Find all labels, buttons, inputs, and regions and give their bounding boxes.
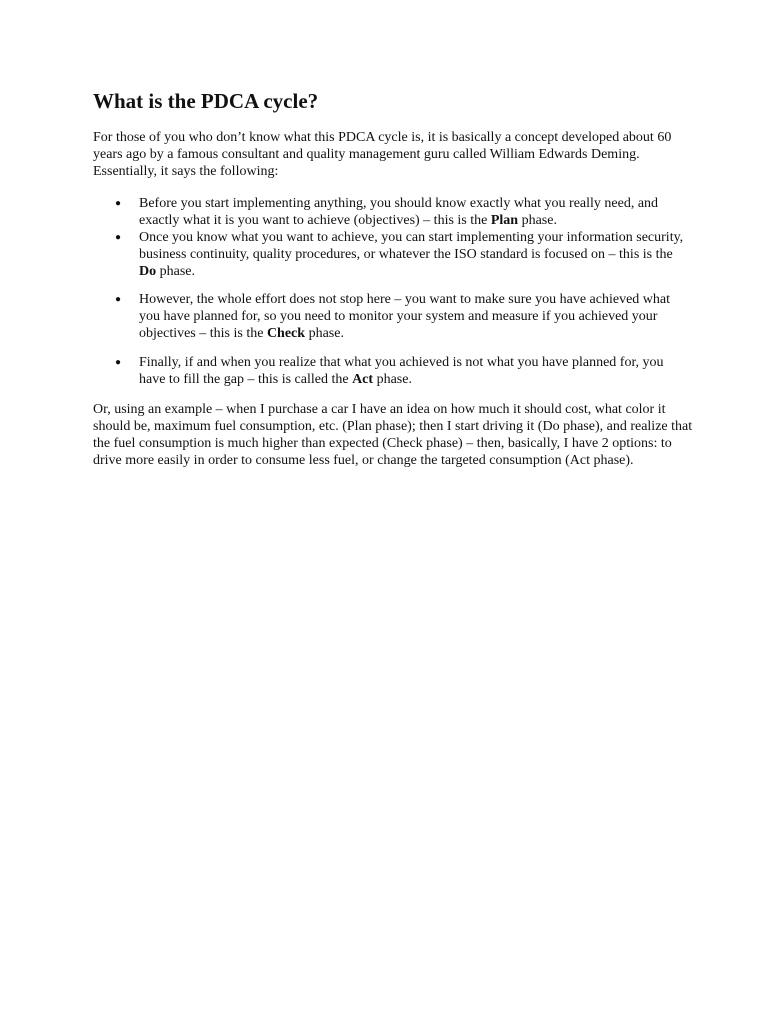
bullet-icon: ● — [115, 231, 122, 243]
document-page — [93, 88, 693, 470]
bullet-icon: ● — [115, 294, 122, 306]
intro-paragraph: For those of you who don’t know what this PDCA cycle is, it is basically a concept developed about 60 years ago by a famous consultant and quality management guru called William Edwards Deming. Essentially, it says the following: — [93, 130, 672, 179]
bullet-suffix: phase. — [373, 371, 412, 387]
bullet-bold-term: Plan — [490, 213, 519, 229]
bullet-icon: ● — [115, 198, 122, 210]
pdca-bullet-list — [93, 196, 693, 388]
example-paragraph: Or, using an example – when I purchase a car I have an idea on how much it should cost, what color it should be, maximum fuel consumption, etc. (Plan phase); then I start driving it (Do phase), and realize that the fuel consumption is much higher than expected (Check phase) – then, basically, I have 2 options: to drive more easily in order to consume less fuel, or change the targeted consumption (Act phase). — [93, 402, 693, 468]
list-item-plan — [93, 196, 693, 230]
bullet-suffix: phase. — [518, 213, 557, 229]
bullet-bold-term: Do — [139, 263, 157, 279]
bullet-text: Once you know what you want to achieve, you can start implementing your information security, business continuity, quality procedures, or whatever the ISO standard is focused on – this is the — [139, 229, 684, 262]
bullet-icon: ● — [115, 356, 122, 368]
bullet-text: Finally, if and when you realize that what you achieved is not what you have planned for, you have to fill the gap – this is called the — [139, 354, 664, 387]
bullet-text: However, the whole effort does not stop here – you want to make sure you have achieved what you have planned for, so you need to monitor your system and measure if you achieved your objectives – this is the — [139, 292, 671, 341]
bullet-suffix: phase. — [305, 325, 344, 341]
bullet-suffix: phase. — [156, 263, 196, 279]
bullet-bold-term: Check — [266, 325, 306, 341]
list-item-act — [93, 355, 693, 389]
list-item-check — [93, 292, 693, 342]
list-item-do — [93, 230, 693, 280]
page-title: What is the PDCA cycle? — [93, 89, 319, 113]
bullet-text: Before you start implementing anything, you should know exactly what you really need, and exactly what it is you want to achieve (objectives) – this is the — [139, 196, 659, 229]
bullet-bold-term: Act — [352, 371, 374, 387]
